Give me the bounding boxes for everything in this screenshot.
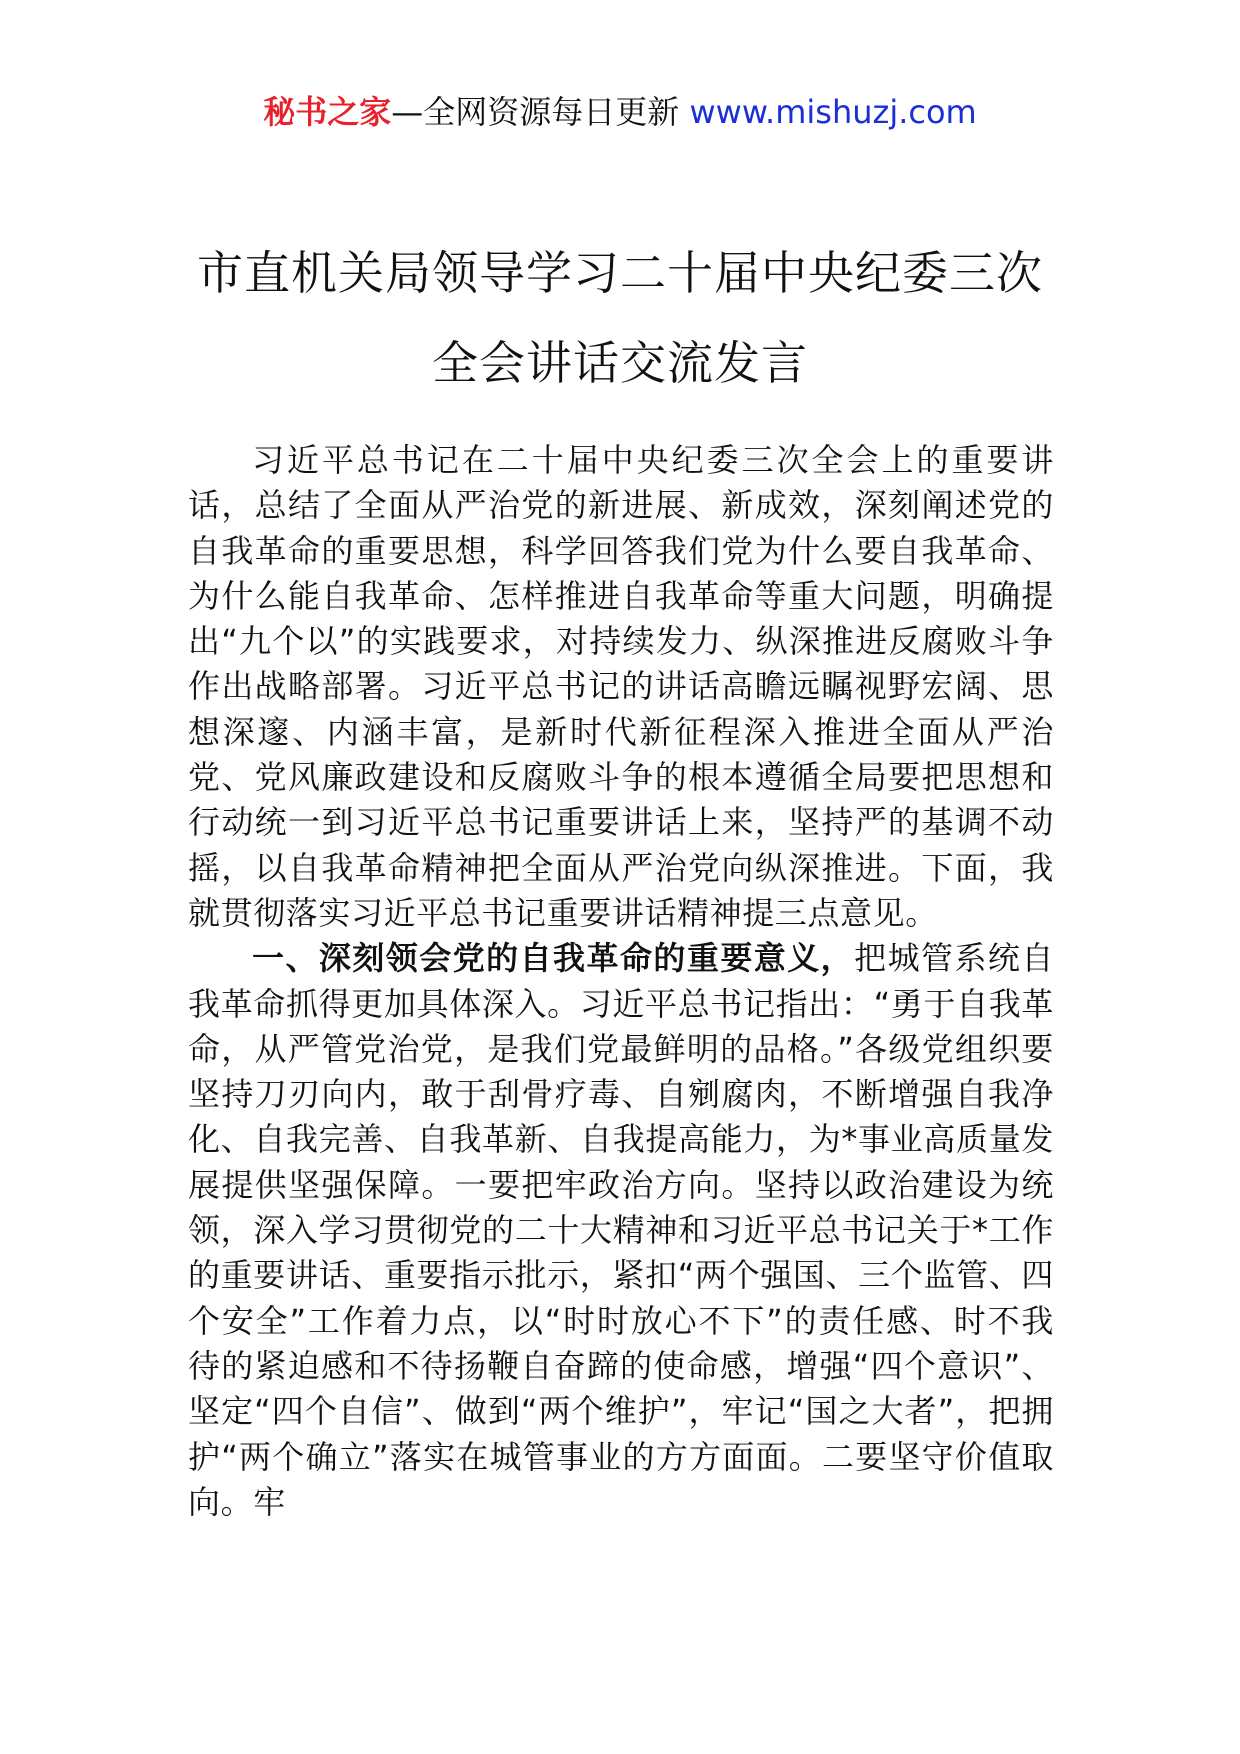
title-line-1: 市直机关局领导学习二十届中央纪委三次 (197, 246, 1043, 300)
document-body (188, 438, 1054, 1525)
title-line-2: 全会讲话交流发言 (432, 336, 808, 390)
site-url-link[interactable]: www.mishuzj.com (689, 93, 977, 131)
body-paragraph-1 (188, 438, 1054, 936)
document-title (150, 228, 1090, 408)
brand-name: 秘书之家 (263, 93, 392, 131)
paragraph-2-text: 把城管系统自我革命抓得更加具体深入。习近平总书记指出：“勇于自我革命，从严管党治党，是我们党最鲜明的品格。”各级党组织要坚持刀刃向内，敢于刮骨疗毒、自剜腐肉，不断增强自我净化、自我完善、自我革新、自我提高能力，为*事业高质量发展提供坚强保障。一要把牢政治方向。坚持以政治建设为统领，深入学习贯彻党的二十大精神和习近平总书记关于*工作的重要讲话、重要指示批示，紧扣“两个强国、三个监管、四个安全”工作着力点，以“时时放心不下”的责任感、时不我待的紧迫感和不待扬鞭自奋蹄的使命感，增强“四个意识”、坚定“四个自信”、做到“两个维护”，牢记“国之大者”，把拥护“两个确立”落实在城管事业的方方面面。二要坚守价值取向。牢 (188, 939, 1054, 1521)
header-tagline: —全网资源每日更新 (391, 93, 690, 131)
body-paragraph-2 (188, 936, 1054, 1525)
site-header (0, 92, 1240, 132)
section-heading-1: 一、深刻领会党的自我革命的重要意义， (252, 939, 855, 978)
paragraph-1-text: 习近平总书记在二十届中央纪委三次全会上的重要讲话，总结了全面从严治党的新进展、新成效，深刻阐述党的自我革命的重要思想，科学回答我们党为什么要自我革命、为什么能自我革命、怎样推进自我革命等重大问题，明确提出“九个以”的实践要求，对持续发力、纵深推进反腐败斗争作出战略部署。习近平总书记的讲话高瞻远瞩视野宏阔、思想深邃、内涵丰富，是新时代新征程深入推进全面从严治党、党风廉政建设和反腐败斗争的根本遵循全局要把思想和行动统一到习近平总书记重要讲话上来，坚持严的基调不动摇，以自我革命精神把全面从严治党向纵深推进。下面，我就贯彻落实习近平总书记重要讲话精神提三点意见。 (188, 441, 1054, 932)
